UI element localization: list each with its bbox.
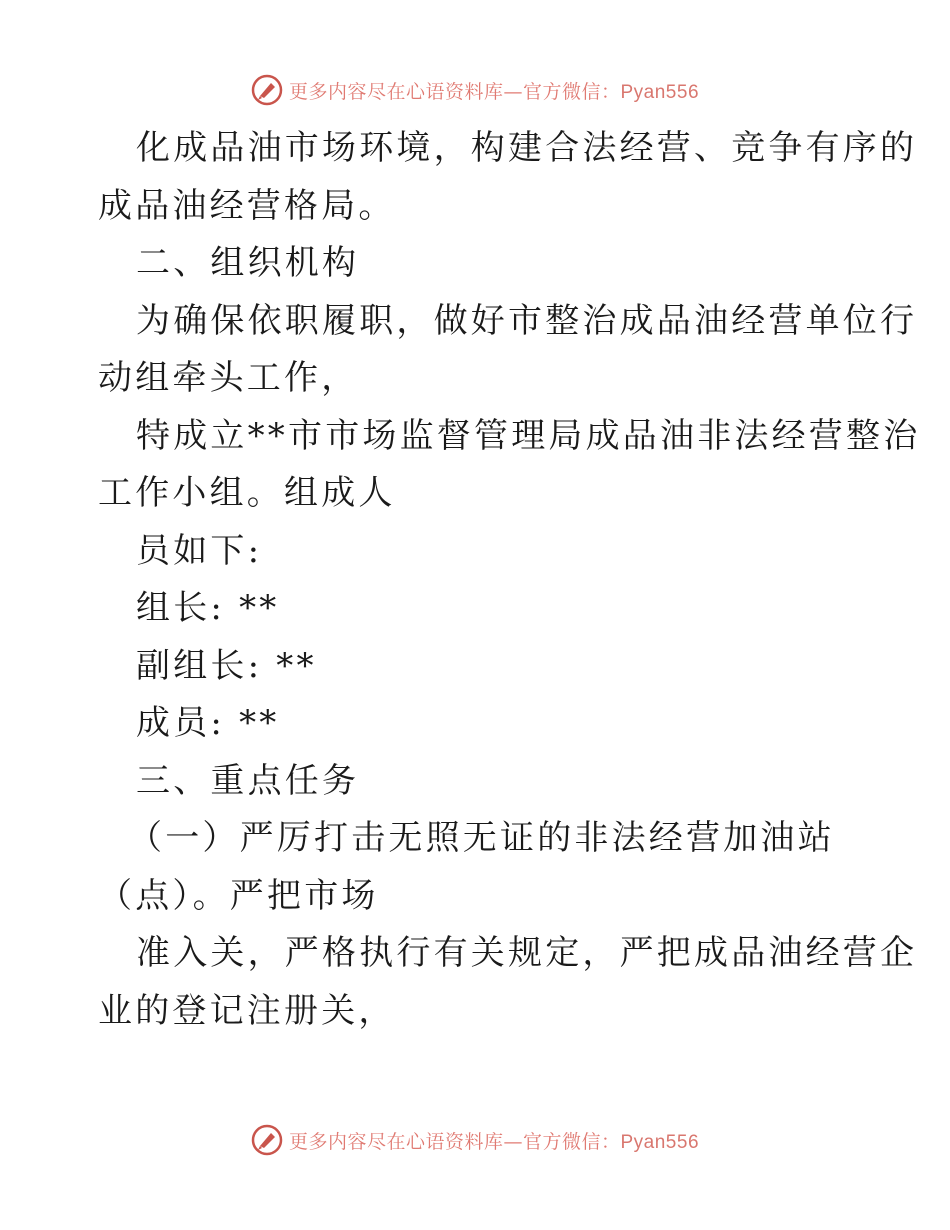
watermark-text: 更多内容尽在心语资料库—官方微信：Pyan556: [288, 80, 700, 103]
section-heading: 三、重点任务: [136, 760, 360, 801]
member-deputy-leader: 副组长: **: [136, 645, 317, 686]
paragraph-line: 为确保依职履职，做好市整治成品油经营单位行: [136, 300, 918, 341]
pen-nib-logo-icon: [251, 1124, 283, 1156]
section-heading: 二、组织机构: [136, 243, 360, 283]
paragraph-line: 化成品油市场环境，构建合法经营、竞争有序的: [136, 128, 918, 168]
paragraph-line: 成品油经营格局。: [98, 185, 396, 226]
header-watermark: [0, 70, 950, 110]
paragraph-line: 动组牵头工作，: [98, 358, 359, 398]
paragraph-line: 员如下:: [136, 530, 263, 571]
watermark-text: 更多内容尽在心语资料库—官方微信：Pyan556: [288, 1130, 700, 1153]
paragraph-line: （点）。严把市场: [98, 875, 379, 916]
member-members: 成员: **: [136, 703, 280, 743]
paragraph-line: 业的登记注册关，: [98, 990, 396, 1031]
footer-watermark: [0, 1120, 950, 1160]
pen-nib-logo-icon: [251, 74, 283, 106]
subsection-heading: （一）严厉打击无照无证的非法经营加油站: [128, 818, 835, 858]
document-body: [98, 120, 921, 1040]
paragraph-line: 工作小组。组成人: [98, 473, 396, 513]
paragraph-line: 准入关，严格执行有关规定，严把成品油经营企: [136, 933, 918, 973]
member-leader: 组长: **: [136, 588, 280, 628]
paragraph-line: 特成立**市市场监督管理局成品油非法经营整治: [136, 415, 921, 456]
